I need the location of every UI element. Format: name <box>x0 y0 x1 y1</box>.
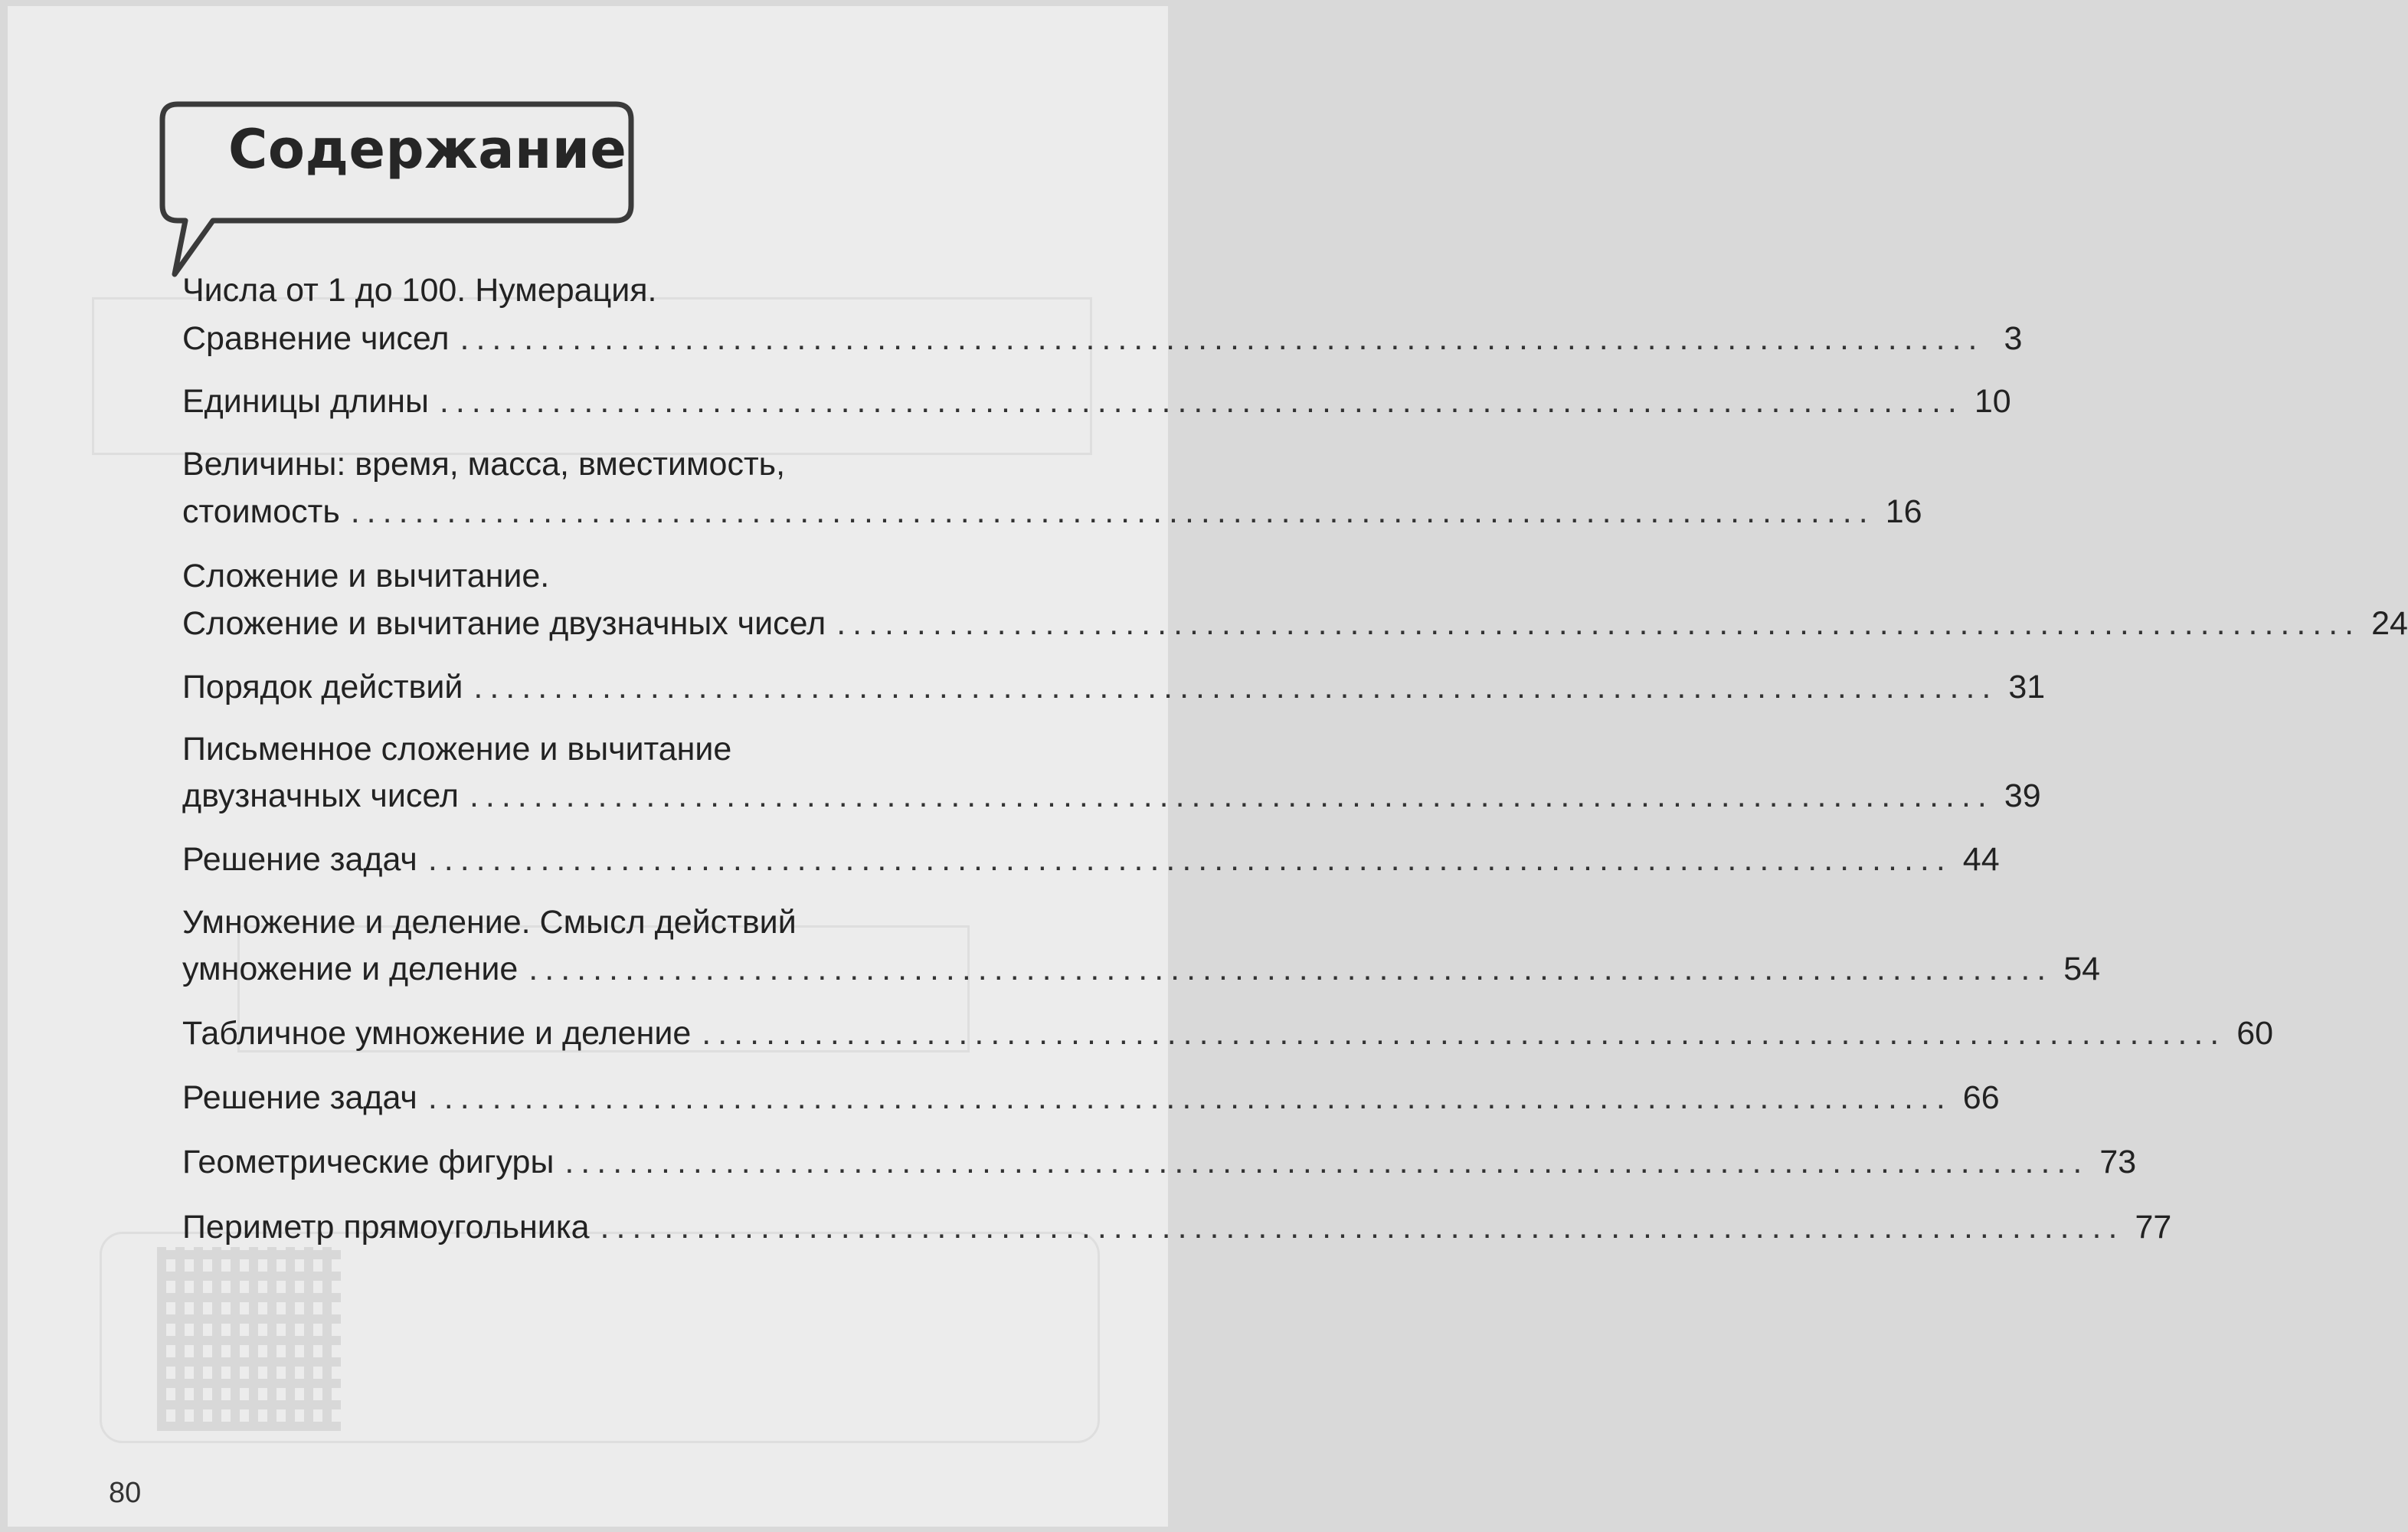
toc-entry-text: Решение задач <box>182 841 417 878</box>
toc-leader-dots: ............................................................................................... <box>473 669 1998 705</box>
toc-leader-dots: ............................................................................................... <box>350 493 1875 530</box>
toc-page-number: 10 <box>1974 383 2011 420</box>
toc-leader-dots: ............................................................................................... <box>564 1144 2089 1180</box>
toc-entry-text: Периметр прямоугольника <box>182 1209 590 1246</box>
toc-entry <box>182 666 2046 709</box>
toc-leader-dots: ............................................................................................... <box>427 841 1952 878</box>
toc-page-number: 54 <box>2063 951 2101 987</box>
toc-leader-dots: ............................................................................................... <box>427 1079 1952 1116</box>
toc-entry-text: Сложение и вычитание двузначных чисел <box>182 605 826 642</box>
toc-entry-text: Умножение и деление. Смысл действий <box>182 904 797 941</box>
toc-entry <box>182 380 2011 423</box>
toc-page-number: 44 <box>1962 841 2000 878</box>
toc-leader-dots: ............................................................................................... <box>702 1015 2226 1052</box>
toc-line <box>182 443 1098 486</box>
toc-entry <box>182 838 2000 881</box>
toc-leader-dots: ............................................................................................... <box>528 951 2053 987</box>
toc-page-number: 60 <box>2236 1015 2274 1052</box>
toc-page-number: 31 <box>2008 669 2046 705</box>
toc-page-number: 3 <box>2004 320 2023 357</box>
toc-page-number: 39 <box>2004 777 2041 814</box>
toc-entry-text: Числа от 1 до 100. Нумерация. <box>182 272 657 309</box>
table-of-contents <box>8 6 2408 1527</box>
toc-entry-text: Табличное умножение и деление <box>182 1015 692 1052</box>
toc-page-number: 77 <box>2135 1209 2172 1246</box>
toc-entry <box>182 774 2041 817</box>
toc-entry-text: Величины: время, масса, вместимость, <box>182 446 786 483</box>
toc-entry <box>182 1206 2172 1249</box>
toc-leader-dots: ............................................................................................... <box>460 320 1984 357</box>
toc-line <box>182 901 1098 944</box>
toc-leader-dots: ............................................................................................... <box>469 777 1994 814</box>
toc-line <box>182 728 1098 771</box>
toc-page-number: 16 <box>1885 493 1922 530</box>
toc-entry-text: умножение и деление <box>182 951 519 987</box>
toc-entry <box>182 1076 2000 1119</box>
toc-page-number: 66 <box>1962 1079 2000 1116</box>
toc-entry-text: Порядок действий <box>182 669 463 705</box>
toc-leader-dots: ............................................................................................... <box>600 1209 2125 1246</box>
toc-entry <box>182 948 2101 990</box>
page-number: 80 <box>109 1477 142 1509</box>
toc-line <box>182 555 1098 597</box>
toc-entry <box>182 1012 2274 1055</box>
page-title: Содержание <box>228 118 627 181</box>
toc-entry <box>182 1141 2137 1183</box>
toc-entry-text: Геометрические фигуры <box>182 1144 555 1180</box>
toc-leader-dots: ............................................................................................... <box>836 605 2361 642</box>
toc-page-number: 24 <box>2371 605 2408 642</box>
toc-leader-dots: ............................................................................................... <box>439 383 1964 420</box>
document-page <box>8 6 2408 1527</box>
toc-entry <box>182 317 2023 360</box>
toc-page-number: 73 <box>2099 1144 2137 1180</box>
toc-entry-text: двузначных чисел <box>182 777 459 814</box>
toc-entry-text: Сложение и вычитание. <box>182 558 550 594</box>
toc-entry-text: стоимость <box>182 493 340 530</box>
toc-line <box>182 269 1098 312</box>
toc-entry-text: Письменное сложение и вычитание <box>182 731 732 768</box>
toc-entry <box>182 602 2408 645</box>
toc-entry-text: Сравнение чисел <box>182 320 450 357</box>
toc-entry-text: Единицы длины <box>182 383 429 420</box>
toc-entry-text: Решение задач <box>182 1079 417 1116</box>
toc-entry <box>182 490 1922 533</box>
